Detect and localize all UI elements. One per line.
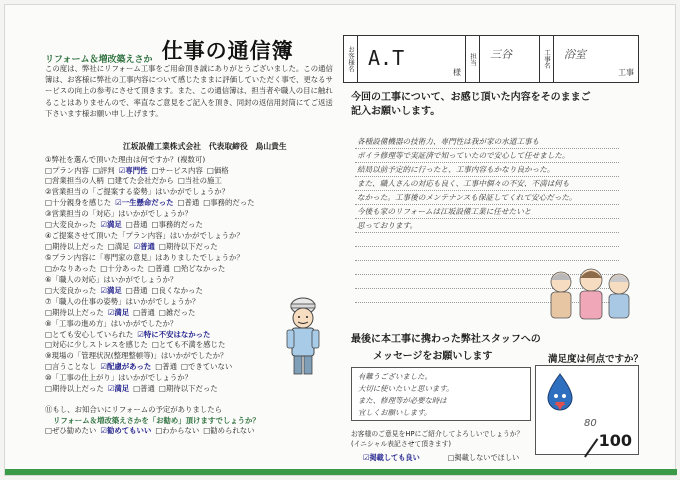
consent-line: お客様のご意見をHPにご紹介してよろしいでしょうか？ bbox=[351, 430, 524, 438]
question-text: ⑪もし、お知合いにリフォームの予定がありましたら bbox=[45, 405, 223, 414]
customer-suffix: 様 bbox=[453, 68, 461, 77]
satisfaction-title: 満足度は何点ですか？ bbox=[548, 354, 644, 365]
option[interactable]: □評判 bbox=[92, 165, 115, 175]
option[interactable]: □営業担当の人柄 bbox=[45, 176, 104, 185]
customer-label: お客様名 bbox=[344, 36, 358, 82]
work-name: 浴室 bbox=[564, 48, 586, 61]
staff-field[interactable] bbox=[480, 36, 540, 82]
option-checked[interactable]: ☑満足 bbox=[100, 219, 122, 229]
question-2 bbox=[45, 187, 335, 208]
question-text: ⑥「職人の対応」はいかがでしょうか？ bbox=[45, 275, 178, 284]
family-illustration bbox=[539, 260, 639, 320]
comments-prompt bbox=[351, 91, 591, 119]
satisfaction-denominator: 100 bbox=[598, 431, 632, 450]
option[interactable]: □プラン内容 bbox=[45, 165, 89, 175]
option[interactable]: □普通 bbox=[133, 383, 155, 393]
option[interactable]: □期待以下だった bbox=[158, 241, 218, 251]
consent-no-option[interactable]: □掲載しないでほしい bbox=[447, 453, 520, 462]
prompt-line: メッセージをお願いします bbox=[373, 351, 493, 362]
options bbox=[45, 176, 335, 187]
question-text: ③営業担当の「対応」はいかがでしょうか？ bbox=[45, 209, 193, 218]
survey-left-pane bbox=[43, 35, 333, 475]
comment-line: ボイラ修理等で実証済で知っていたので安心して任せました。 bbox=[355, 149, 619, 163]
option[interactable]: □普通 bbox=[125, 219, 148, 229]
work-suffix: 工事 bbox=[618, 68, 634, 77]
option[interactable]: □事務的だった bbox=[203, 197, 255, 207]
question-text: ⑩「工事の仕上がり」はいかがでしょうか？ bbox=[45, 373, 193, 382]
option[interactable]: □十分親身を感じた bbox=[45, 197, 112, 207]
option[interactable]: □価格 bbox=[206, 165, 229, 175]
option-checked[interactable]: ☑満足 bbox=[107, 383, 130, 393]
option[interactable]: □雑だった bbox=[158, 307, 196, 317]
comment-line bbox=[355, 233, 619, 247]
worker-mascot-illustration bbox=[283, 288, 323, 378]
prompt-line: 今回の工事について、お感じ頂いた内容をそのままご bbox=[351, 92, 591, 103]
option-checked[interactable]: ☑配慮があった bbox=[100, 361, 152, 371]
signer: 江坂設備工業株式会社 代表取締役 鳥山貴生 bbox=[123, 142, 287, 151]
options bbox=[45, 166, 335, 177]
option[interactable]: □良くなかった bbox=[151, 285, 203, 295]
question-text: ⑤プラン内容に「専門家の意見」はありましたでしょうか？ bbox=[45, 253, 244, 262]
option-checked[interactable]: ☑満足 bbox=[100, 285, 122, 295]
message-prompt bbox=[351, 331, 541, 365]
option[interactable]: □普通 bbox=[133, 307, 155, 317]
consent-line: (イニシャル表記させて頂きます) bbox=[351, 440, 452, 448]
feedback-right-pane bbox=[343, 35, 644, 475]
option-checked[interactable]: ☑普通 bbox=[133, 241, 155, 251]
comment-line: 結局以前予定的に行ったと、工事内容もかなり良かった。 bbox=[355, 163, 619, 177]
question-4 bbox=[45, 231, 335, 252]
options bbox=[45, 220, 335, 231]
header bbox=[45, 35, 294, 65]
intro-text: この度は、弊社にリフォーム工事をご用命頂き誠にありがとうございました。この通信簿は、お客様に弊社の工事内容について感じたままに評価していただく事で、更なるサービスの向上の参考にさせて頂きます。また、この通信簿は、担当者や職人の目に触れることはありませんので、率直なご意見をご記入を頂き、同封の返信用封筒にてご返送下さいます様お願い申し上げます。 bbox=[45, 64, 333, 118]
message-line: 宜しくお願いします。 bbox=[358, 408, 432, 417]
water-drop-mascot-icon bbox=[542, 372, 578, 412]
option-checked[interactable]: ☑一生懸命だった bbox=[115, 197, 174, 207]
option[interactable]: □事務的だった bbox=[151, 219, 203, 229]
option[interactable]: □建てた会社だから bbox=[107, 176, 174, 185]
comment-line: また、職人さんの対応も良く、工事中個々の不安、不満は何も bbox=[355, 177, 619, 191]
prompt-line: 記入お願いします。 bbox=[351, 106, 441, 117]
option-checked[interactable]: ☑満足 bbox=[107, 307, 130, 317]
option-checked[interactable]: ☑勧めてもいい bbox=[100, 426, 152, 435]
option[interactable]: □期待以上だった bbox=[45, 307, 104, 317]
comment-line: 思っております。 bbox=[355, 219, 619, 233]
option[interactable]: □期待以下だった bbox=[158, 383, 218, 393]
option[interactable]: □当社の施工 bbox=[177, 176, 222, 185]
consent-options bbox=[363, 453, 547, 463]
options bbox=[45, 264, 335, 275]
option-checked[interactable]: ☑専門性 bbox=[118, 165, 148, 175]
prompt-line: 最後に本工事に携わった弊社スタッフへの bbox=[351, 334, 541, 345]
options bbox=[45, 242, 335, 253]
option[interactable]: □かなりあった bbox=[45, 263, 97, 273]
question-text: ④ご提案させて頂いた「プラン内容」はいかがでしょうか？ bbox=[45, 231, 244, 240]
option[interactable]: □期待以上だった bbox=[45, 383, 104, 393]
comment-line: 各種設備機器の技術力、専門性は我が家の水道工事も bbox=[355, 135, 619, 149]
option[interactable]: □できていない bbox=[181, 361, 233, 371]
question-text: ⑦「職人の仕事の姿勢」はいかがでしょうか？ bbox=[45, 297, 200, 306]
question-text: ②営業担当の「ご提案する姿勢」はいかがでしょうか？ bbox=[45, 187, 230, 196]
question-text: ①弊社を選んで頂いた理由は何ですか？(複数可) bbox=[45, 155, 206, 164]
option[interactable]: □ぜひ勧めたい bbox=[45, 426, 97, 435]
comment-line: なかった。工事後のメンテナンスも保証してくれて安心だった。 bbox=[355, 191, 619, 205]
option[interactable]: □普通 bbox=[148, 263, 170, 273]
option[interactable]: □大変良かった bbox=[45, 285, 97, 295]
question-11 bbox=[45, 405, 335, 437]
option[interactable]: □言うことなし bbox=[45, 361, 97, 371]
question-text-2: リフォーム＆増改築えさかを「お勧め」頂けますでしょうか？ bbox=[53, 415, 260, 425]
brand-name: リフォーム＆増改築えさか bbox=[45, 55, 153, 65]
option[interactable]: □普通 bbox=[155, 361, 177, 371]
message-box[interactable] bbox=[351, 367, 531, 421]
work-field[interactable] bbox=[554, 36, 638, 82]
satisfaction-box[interactable] bbox=[535, 365, 639, 455]
report-sheet bbox=[4, 4, 676, 476]
option[interactable]: □サービス内容 bbox=[151, 165, 203, 175]
option[interactable]: □普通 bbox=[177, 197, 200, 207]
message-line: また、修理等が必要な時は bbox=[358, 396, 447, 405]
fraction-slash bbox=[584, 438, 598, 457]
staff-label: 担当 bbox=[466, 36, 480, 82]
options bbox=[45, 198, 335, 209]
option[interactable]: □わからない bbox=[155, 426, 200, 435]
option-checked[interactable]: ☑特に不安はなかった bbox=[137, 329, 211, 339]
question-1 bbox=[45, 155, 335, 187]
footer-bar bbox=[5, 469, 677, 475]
option[interactable]: □とても安心していられた bbox=[45, 329, 134, 339]
staff-name: 三谷 bbox=[490, 48, 512, 61]
page-title: 仕事の通信簿 bbox=[161, 39, 294, 63]
option[interactable]: □十分あった bbox=[100, 263, 145, 273]
comment-line: 今後も家のリフォームは江坂設備工業に任せたいと bbox=[355, 205, 619, 219]
name-box bbox=[343, 35, 639, 83]
customer-field[interactable] bbox=[358, 36, 466, 82]
comment-line bbox=[355, 247, 619, 261]
question-text: ⑨現場の「管理状況(整理整頓等)」はいかがでしたか？ bbox=[45, 351, 228, 360]
consent-question bbox=[351, 429, 523, 449]
consent-yes-option[interactable]: ☑掲載しても良い bbox=[363, 453, 420, 462]
message-line: 有難うございました。 bbox=[358, 372, 432, 381]
option[interactable]: □とても不満を感じた bbox=[151, 340, 226, 349]
option[interactable]: □殆どなかった bbox=[173, 263, 226, 273]
options bbox=[45, 426, 335, 437]
option[interactable]: □勧められない bbox=[203, 426, 255, 435]
option[interactable]: □満足 bbox=[107, 241, 130, 251]
customer-name: A.T bbox=[368, 46, 405, 70]
work-label: 工事名 bbox=[540, 36, 554, 82]
question-text: ⑧「工事の進め方」はいかがでしたか？ bbox=[45, 319, 178, 328]
option[interactable]: □対応に少しストレスを感じた bbox=[45, 340, 148, 349]
option[interactable]: □普通 bbox=[125, 285, 148, 295]
question-5 bbox=[45, 253, 335, 274]
satisfaction-score: 80 bbox=[584, 418, 597, 429]
option[interactable]: □大変良かった bbox=[45, 219, 97, 229]
message-line: 大切に使いたいと思います。 bbox=[358, 384, 454, 393]
option[interactable]: □期待以上だった bbox=[45, 241, 104, 251]
options bbox=[45, 384, 335, 395]
question-3 bbox=[45, 209, 335, 230]
